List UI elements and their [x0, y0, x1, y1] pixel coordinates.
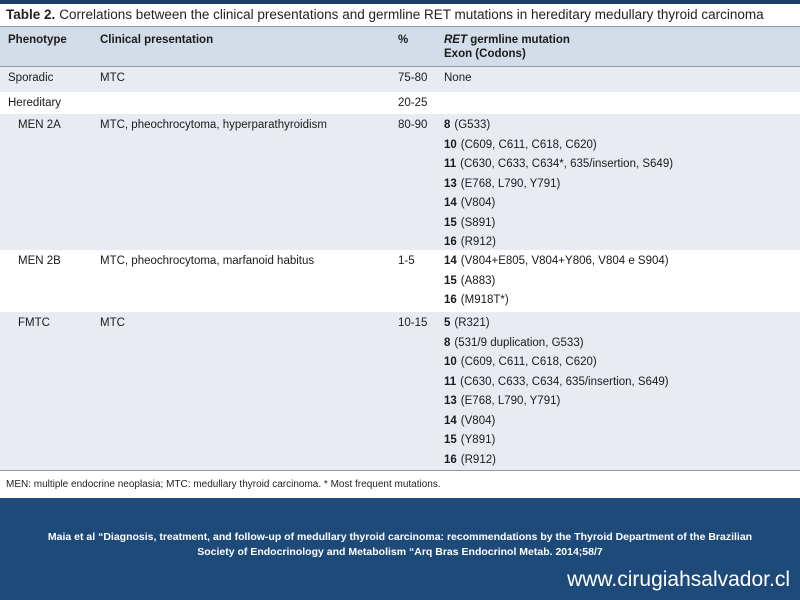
cell-clinical: MTC — [100, 72, 125, 84]
mutation-line — [444, 334, 669, 354]
table-row — [0, 92, 800, 114]
exon-number: 16 — [444, 453, 457, 466]
mutation-line — [444, 136, 673, 156]
website-url[interactable]: www.cirugiahsalvador.cl — [567, 568, 790, 591]
table-row — [0, 250, 800, 312]
cell-phenotype: Sporadic — [8, 72, 54, 84]
exon-number: 8 — [444, 119, 451, 131]
exon-number: 15 — [444, 434, 457, 446]
cell-mutations — [444, 314, 669, 470]
mutation-line — [444, 451, 669, 471]
header-ret-mutation — [444, 33, 570, 61]
table-bottom-rule — [0, 470, 800, 471]
table-label: Table 2. — [6, 7, 56, 22]
codon-list: (C609, C611, C618, C620) — [460, 138, 597, 151]
exon-number: 10 — [444, 138, 457, 151]
mutation-line — [444, 214, 673, 234]
mutation-line — [444, 431, 669, 451]
cell-phenotype: MEN 2B — [18, 255, 61, 267]
mutation-line — [444, 252, 669, 272]
table-row — [0, 312, 800, 470]
mutation-line — [444, 194, 673, 214]
codon-list: (G533) — [454, 119, 491, 131]
cell-mutations — [444, 116, 673, 253]
table-row — [0, 67, 800, 92]
codon-list: (R912) — [460, 453, 496, 466]
codon-list: (A883) — [460, 274, 496, 287]
header-ret-italic: RET — [444, 34, 467, 46]
exon-number: 16 — [444, 294, 457, 306]
cell-percent: 1-5 — [398, 255, 415, 267]
exon-number: 13 — [444, 395, 457, 407]
header-exon: Exon (Codons) — [444, 48, 526, 60]
mutation-line — [444, 314, 669, 334]
exon-number: 8 — [444, 336, 451, 349]
exon-number: 14 — [444, 197, 457, 209]
exon-number: 16 — [444, 236, 457, 248]
codon-list: (V804+E805, V804+Y806, V804 e S904) — [460, 255, 669, 267]
codon-list: (Y891) — [460, 434, 496, 446]
cell-phenotype: MEN 2A — [18, 119, 61, 131]
cell-percent: 20-25 — [398, 97, 428, 109]
cell-phenotype: FMTC — [18, 317, 50, 329]
exon-number: 15 — [444, 216, 457, 229]
table-header — [0, 26, 800, 67]
codon-list: (R912) — [460, 236, 496, 248]
cell-clinical: MTC, pheochrocytoma, marfanoid habitus — [100, 255, 315, 267]
codon-list: None — [444, 72, 472, 84]
table-footnote: MEN: multiple endocrine neoplasia; MTC: medullary thyroid carcinoma. * Most frequent mutations. — [6, 479, 441, 490]
codon-list: (C630, C633, C634, 635/insertion, S649) — [460, 375, 669, 388]
exon-number: 15 — [444, 274, 457, 287]
table-title — [6, 7, 764, 22]
table-caption: Correlations between the clinical presentations and germline RET mutations in hereditary medullary thyroid carcinoma — [59, 7, 764, 22]
mutation-line — [444, 373, 669, 393]
mutation-line — [444, 175, 673, 195]
mutation-line — [444, 155, 673, 175]
codon-list: (C609, C611, C618, C620) — [460, 356, 597, 368]
mutation-line — [444, 291, 669, 311]
cell-clinical: MTC, pheochrocytoma, hyperparathyroidism — [100, 119, 327, 131]
codon-list: (S891) — [460, 216, 496, 229]
mutation-line — [444, 353, 669, 373]
exon-number: 5 — [444, 317, 451, 329]
cell-phenotype: Hereditary — [8, 97, 62, 109]
exon-number: 13 — [444, 177, 457, 190]
mutation-table — [0, 26, 800, 67]
codon-list: (C630, C633, C634*, 635/insertion, S649) — [460, 158, 674, 170]
mutation-line — [444, 392, 669, 412]
header-phenotype: Phenotype — [8, 34, 67, 46]
codon-list: (R321) — [454, 317, 490, 329]
header-clinical: Clinical presentation — [100, 34, 214, 46]
codon-list: (E768, L790, Y791) — [460, 177, 561, 190]
mutation-line — [444, 69, 472, 89]
cell-mutations — [444, 252, 669, 311]
exon-number: 11 — [444, 158, 457, 170]
header-ret-rest: germline mutation — [467, 34, 570, 46]
citation-text: Maia et al “Diagnosis, treatment, and follow-up of medullary thyroid carcinoma: recommendations by the Thyroid Department of the Brazilian Society of Endocrinology and Metabolism “Arq Bras Endocrinol Metab. 2014;58/7 — [47, 531, 753, 558]
codon-list: (531/9 duplication, G533) — [454, 336, 584, 349]
codon-list: (V804) — [460, 414, 496, 427]
table-row — [0, 114, 800, 250]
exon-number: 14 — [444, 255, 457, 267]
mutation-line — [444, 116, 673, 136]
cell-percent: 10-15 — [398, 317, 428, 329]
cell-mutations — [444, 69, 472, 89]
codon-list: (E768, L790, Y791) — [460, 395, 561, 407]
mutation-line — [444, 412, 669, 432]
exon-number: 14 — [444, 414, 457, 427]
exon-number: 11 — [444, 375, 457, 388]
top-rule — [0, 0, 800, 4]
exon-number: 10 — [444, 356, 457, 368]
mutation-line — [444, 272, 669, 292]
cell-percent: 75-80 — [398, 72, 428, 84]
codon-list: (V804) — [460, 197, 496, 209]
cell-percent: 80-90 — [398, 119, 428, 131]
cell-clinical: MTC — [100, 317, 125, 329]
header-percent: % — [398, 34, 409, 46]
codon-list: (M918T*) — [460, 294, 509, 306]
